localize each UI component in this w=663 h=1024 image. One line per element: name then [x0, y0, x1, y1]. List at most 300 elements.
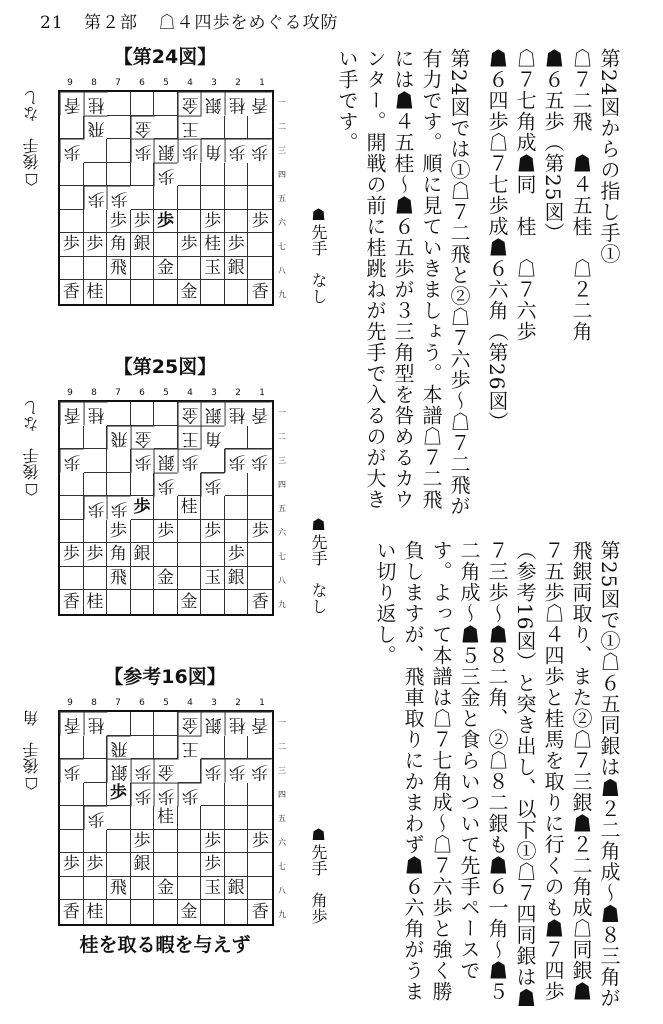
board-square — [201, 590, 225, 614]
rank-number: 三 — [278, 765, 286, 775]
board-square — [248, 233, 272, 257]
rank-number: 三 — [278, 455, 286, 465]
rank-number: 七 — [278, 861, 286, 871]
board-square — [84, 736, 108, 760]
rank-number: 六 — [278, 837, 286, 847]
file-labels — [58, 388, 274, 398]
sente-piece: 歩 — [84, 543, 108, 567]
rank-number: 九 — [278, 289, 286, 299]
board-square — [60, 186, 84, 210]
gote-piece: 飛 — [107, 736, 131, 760]
sente-piece: 歩 — [225, 233, 249, 257]
sente-piece: 金 — [154, 567, 178, 591]
file-number: 3 — [211, 388, 217, 398]
board-square — [201, 496, 225, 520]
board-square — [178, 520, 202, 544]
file-number: 1 — [259, 698, 265, 708]
board-square — [225, 496, 249, 520]
file-number: 6 — [139, 698, 145, 708]
rank-number: 九 — [278, 599, 286, 609]
board-square — [107, 900, 131, 924]
gote-piece: 歩 — [84, 806, 108, 830]
board-square — [154, 590, 178, 614]
board-square — [107, 139, 131, 163]
rank-number: 八 — [278, 575, 286, 585]
diagram-title: 【参考16図】 — [104, 666, 226, 688]
rank-number: 二 — [278, 121, 286, 131]
sente-piece: 歩 — [178, 233, 202, 257]
gote-piece: 歩 — [201, 473, 225, 497]
move-line: ☖７二飛 ☗４五桂 ☖２二角 — [569, 48, 593, 342]
diagram-title: 【第25図】 — [113, 356, 217, 378]
sente-piece: 歩 — [154, 210, 178, 234]
board-square — [201, 736, 225, 760]
rank-number: 四 — [278, 169, 286, 179]
gote-piece: 銀 — [201, 402, 225, 426]
gote-piece: 歩 — [178, 139, 202, 163]
rank-number: 二 — [278, 741, 286, 751]
gote-piece: 歩 — [60, 759, 84, 783]
gote-piece: 歩 — [131, 783, 155, 807]
gote-piece: 歩 — [225, 449, 249, 473]
gote-piece: 角 — [201, 426, 225, 450]
gote-hand: ☖後手 なし — [22, 400, 41, 499]
board-square — [178, 210, 202, 234]
board-square — [131, 402, 155, 426]
board-square — [131, 92, 155, 116]
rank-number: 一 — [278, 97, 286, 107]
gote-piece: 桂 — [84, 402, 108, 426]
sente-piece: 玉 — [201, 567, 225, 591]
file-number: 1 — [259, 78, 265, 88]
board-square — [60, 496, 84, 520]
rank-number: 六 — [278, 527, 286, 537]
rank-number: 八 — [278, 265, 286, 275]
file-number: 2 — [235, 78, 241, 88]
sente-piece: 歩 — [131, 830, 155, 854]
board-square — [131, 257, 155, 281]
board-square — [225, 473, 249, 497]
gote-piece: 歩 — [248, 759, 272, 783]
rank-number: 七 — [278, 241, 286, 251]
page-number: 21 — [40, 13, 64, 33]
sente-piece: 玉 — [201, 877, 225, 901]
commentary-24 — [331, 48, 473, 518]
board-square — [131, 473, 155, 497]
sente-piece: 金 — [154, 257, 178, 281]
sente-piece: 桂 — [84, 590, 108, 614]
sente-piece: 歩 — [107, 520, 131, 544]
sente-piece: 歩 — [60, 233, 84, 257]
file-number: 9 — [67, 388, 73, 398]
gote-piece: 歩 — [131, 449, 155, 473]
gote-piece: 歩 — [131, 139, 155, 163]
file-number: 5 — [163, 388, 169, 398]
rank-number: 四 — [278, 479, 286, 489]
sente-piece: 歩 — [225, 543, 249, 567]
diagram-caption: 桂を取る暇を与えず — [79, 934, 251, 956]
board-square — [60, 520, 84, 544]
board-square — [84, 257, 108, 281]
board-square — [225, 590, 249, 614]
board-square — [225, 186, 249, 210]
board-square — [225, 116, 249, 140]
file-number: 6 — [139, 78, 145, 88]
board-square — [178, 257, 202, 281]
file-number: 8 — [91, 388, 97, 398]
gote-piece: 金 — [178, 712, 202, 736]
board-square — [225, 830, 249, 854]
sente-piece: 香 — [60, 900, 84, 924]
gote-piece: 歩 — [107, 496, 131, 520]
sente-piece: 金 — [154, 877, 178, 901]
sente-piece: 桂 — [84, 280, 108, 304]
sente-piece: 銀 — [131, 853, 155, 877]
board-square — [201, 280, 225, 304]
board-square — [225, 900, 249, 924]
sente-piece: 金 — [178, 280, 202, 304]
paragraph: 第24図では①☖７二飛と②☖７六歩～☖７二飛が有力です。順に見ていきましょう。本譜☖７二飛には☗４五桂～☗６五歩が３三角型を咎めるカウンター。開戦の前に桂跳ねが先手で入るのが大きい手です。 — [335, 48, 471, 517]
gote-piece: 金 — [131, 426, 155, 450]
gote-hand: ☖後手 なし — [22, 90, 41, 189]
move-line: ☗６四歩☖７七歩成☗６六角（第26図） — [485, 48, 509, 433]
board-square — [131, 163, 155, 187]
gote-piece: 金 — [131, 116, 155, 140]
gote-piece: 銀 — [201, 92, 225, 116]
page-header — [40, 8, 338, 33]
board-square — [84, 473, 108, 497]
file-number: 4 — [187, 698, 193, 708]
gote-piece: 香 — [60, 92, 84, 116]
file-number: 9 — [67, 78, 73, 88]
board-square — [178, 186, 202, 210]
board-square — [248, 736, 272, 760]
board-square — [107, 163, 131, 187]
sente-piece: 香 — [251, 591, 269, 612]
file-labels — [58, 698, 274, 708]
board-square — [131, 712, 155, 736]
commentary-25 — [331, 540, 623, 1010]
board-square — [178, 163, 202, 187]
gote-piece: 桂 — [225, 92, 249, 116]
rank-number: 七 — [278, 551, 286, 561]
board-square — [107, 853, 131, 877]
file-number: 7 — [115, 698, 121, 708]
sente-piece: 歩 — [248, 830, 272, 854]
rank-number: 五 — [278, 503, 286, 513]
gote-piece: 桂 — [84, 712, 108, 736]
file-number: 2 — [235, 388, 241, 398]
board-square — [84, 139, 108, 163]
file-number: 6 — [139, 388, 145, 398]
gote-piece: 金 — [154, 759, 178, 783]
board-square — [84, 163, 108, 187]
file-number: 3 — [211, 78, 217, 88]
board-square — [131, 567, 155, 591]
board-square — [248, 496, 272, 520]
board-square — [107, 92, 131, 116]
gote-piece: 歩 — [84, 496, 108, 520]
rank-labels — [278, 710, 292, 926]
chapter-title: ☖４四歩をめぐる攻防 — [158, 13, 339, 33]
board-square — [60, 830, 84, 854]
gote-piece: 飛 — [84, 116, 108, 140]
sente-piece: 飛 — [107, 257, 131, 281]
file-labels — [58, 78, 274, 88]
board-square — [154, 736, 178, 760]
board-square — [201, 543, 225, 567]
board-square — [131, 590, 155, 614]
board-square — [178, 567, 202, 591]
sente-piece: 桂 — [154, 806, 178, 830]
rank-number: 八 — [278, 885, 286, 895]
board-square — [225, 806, 249, 830]
board-square — [154, 426, 178, 450]
file-number: 5 — [163, 78, 169, 88]
gote-piece: 香 — [248, 402, 272, 426]
board-square — [107, 473, 131, 497]
board-square — [107, 590, 131, 614]
file-number: 9 — [67, 698, 73, 708]
board-square — [60, 877, 84, 901]
board-square — [107, 806, 131, 830]
board-square — [201, 783, 225, 807]
sente-piece: 歩 — [248, 520, 272, 544]
board-square — [178, 853, 202, 877]
gote-piece: 銀 — [201, 712, 225, 736]
rank-number: 四 — [278, 789, 286, 799]
sente-piece: 銀 — [225, 877, 249, 901]
sente-hand: ☗先手 なし — [309, 515, 328, 614]
board-square — [154, 496, 178, 520]
board-square — [84, 210, 108, 234]
board-square — [154, 830, 178, 854]
sente-piece: 歩 — [201, 210, 225, 234]
board-square — [131, 280, 155, 304]
rank-number: 六 — [278, 217, 286, 227]
sente-piece: 歩 — [107, 210, 131, 234]
sente-piece: 銀 — [225, 257, 249, 281]
sente-piece: 歩 — [84, 853, 108, 877]
gote-piece: 香 — [248, 92, 272, 116]
gote-piece: 香 — [248, 712, 272, 736]
sente-piece: 銀 — [225, 567, 249, 591]
board-square — [248, 426, 272, 450]
board-square — [225, 280, 249, 304]
gote-piece: 金 — [178, 402, 202, 426]
sente-piece: 飛 — [107, 877, 131, 901]
sente-piece: 歩 — [201, 853, 225, 877]
board-square — [178, 830, 202, 854]
sente-piece: 歩 — [60, 853, 84, 877]
gote-piece: 歩 — [201, 759, 225, 783]
board-square — [131, 877, 155, 901]
board-square — [201, 163, 225, 187]
file-number: 7 — [115, 388, 121, 398]
board-square — [60, 163, 84, 187]
rank-number: 九 — [278, 909, 286, 919]
board-square — [248, 473, 272, 497]
gote-hand: ☖後手 角 — [22, 710, 41, 793]
gote-piece: 歩 — [60, 449, 84, 473]
board-square — [225, 520, 249, 544]
board-square — [107, 116, 131, 140]
board-square — [248, 806, 272, 830]
gote-piece: 歩 — [225, 139, 249, 163]
board-square — [154, 402, 178, 426]
board-square — [201, 186, 225, 210]
sente-piece: 香 — [251, 281, 269, 302]
sente-piece: 香 — [251, 901, 269, 922]
board-square — [154, 280, 178, 304]
board-square — [131, 186, 155, 210]
board-square — [131, 736, 155, 760]
gote-piece: 歩 — [248, 449, 272, 473]
move-line: ☗６五歩（第25図） — [541, 48, 565, 244]
sente-piece: 歩 — [84, 233, 108, 257]
gote-piece: 桂 — [225, 712, 249, 736]
board-square — [154, 116, 178, 140]
board-square — [107, 402, 131, 426]
file-number: 8 — [91, 698, 97, 708]
sente-piece: 金 — [178, 900, 202, 924]
sente-piece: 歩 — [131, 210, 155, 234]
gote-piece: 王 — [178, 426, 202, 450]
sente-piece: 歩 — [248, 210, 272, 234]
sente-piece: 角 — [107, 233, 131, 257]
board-square — [201, 449, 225, 473]
gote-piece: 歩 — [131, 759, 155, 783]
board-square — [107, 280, 131, 304]
sente-piece: 桂 — [201, 233, 225, 257]
file-number: 7 — [115, 78, 121, 88]
board-square — [60, 116, 84, 140]
board-square — [84, 877, 108, 901]
board-square — [154, 853, 178, 877]
board-square — [201, 116, 225, 140]
board-square — [60, 257, 84, 281]
board-square — [201, 806, 225, 830]
board-square — [84, 449, 108, 473]
gote-piece: 歩 — [178, 449, 202, 473]
board-square — [225, 163, 249, 187]
file-number: 2 — [235, 698, 241, 708]
paragraph: 第25図で①☖６五同銀は☗２二角成～☗８三角が飛銀両取り、また②☖７三銀☗２二角成☖同銀☗７五歩☖４四歩と桂馬を取りに行くのも☗７四歩（参考16図）と突き出し、以下①☖７四同銀は☗７三歩～☗８二角、②☖８二銀も☗６一角～☗５二角成～☗５三金と食らいついて先手ペースです。よって本譜は☖７七角成～☖７六歩と強く勝負しますが、飛車取りにかまわず☗６六角がうまい切り返し。 — [373, 540, 621, 1009]
rank-labels — [278, 90, 292, 306]
shogi-board — [58, 90, 274, 306]
sente-piece: 香 — [60, 590, 84, 614]
board-square — [84, 783, 108, 807]
gote-piece: 金 — [178, 92, 202, 116]
board-square — [248, 116, 272, 140]
board-square — [248, 257, 272, 281]
sente-hand: ☗先手 角歩 — [309, 825, 328, 924]
gote-piece: 歩 — [154, 163, 178, 187]
sente-piece: 金 — [178, 590, 202, 614]
board-square — [248, 163, 272, 187]
board-square — [201, 900, 225, 924]
gote-piece: 歩 — [60, 139, 84, 163]
board-square — [84, 426, 108, 450]
diagram-title: 【第24図】 — [113, 46, 217, 68]
file-number: 4 — [187, 78, 193, 88]
gote-piece: 桂 — [225, 402, 249, 426]
sente-piece: 角 — [107, 543, 131, 567]
sente-piece: 銀 — [131, 543, 155, 567]
board-square — [248, 543, 272, 567]
gote-piece: 桂 — [84, 92, 108, 116]
board-square — [84, 759, 108, 783]
gote-piece: 歩 — [154, 473, 178, 497]
board-square — [248, 877, 272, 901]
board-square — [225, 736, 249, 760]
board-square — [178, 473, 202, 497]
gote-piece: 飛 — [107, 426, 131, 450]
board-square — [107, 712, 131, 736]
file-number: 8 — [91, 78, 97, 88]
board-square — [248, 853, 272, 877]
board-square — [248, 186, 272, 210]
board-square — [60, 736, 84, 760]
file-number: 5 — [163, 698, 169, 708]
board-square — [178, 759, 202, 783]
board-square — [248, 567, 272, 591]
board-square — [60, 473, 84, 497]
sente-piece: 玉 — [201, 257, 225, 281]
board-square — [154, 233, 178, 257]
board-square — [225, 853, 249, 877]
board-square — [154, 92, 178, 116]
shogi-board — [58, 710, 274, 926]
sente-piece: 桂 — [84, 900, 108, 924]
board-square — [178, 806, 202, 830]
board-square — [248, 783, 272, 807]
sente-piece: 銀 — [131, 233, 155, 257]
gote-piece: 歩 — [107, 186, 131, 210]
board-square — [60, 567, 84, 591]
board-square — [178, 543, 202, 567]
sente-piece: 歩 — [201, 520, 225, 544]
board-square — [225, 426, 249, 450]
board-square — [154, 186, 178, 210]
part-label: 第２部 — [84, 13, 139, 33]
board-square — [225, 210, 249, 234]
rank-number: 五 — [278, 193, 286, 203]
board-square — [84, 830, 108, 854]
shogi-board — [58, 400, 274, 616]
gote-piece: 歩 — [248, 139, 272, 163]
sente-piece: 香 — [60, 280, 84, 304]
sente-hand: ☗先手 なし — [309, 205, 328, 304]
file-number: 4 — [187, 388, 193, 398]
file-number: 3 — [211, 698, 217, 708]
board-square — [60, 783, 84, 807]
board-square — [60, 210, 84, 234]
sente-piece: 飛 — [107, 567, 131, 591]
board-square — [154, 543, 178, 567]
board-square — [84, 520, 108, 544]
gote-piece: 銀 — [154, 449, 178, 473]
move-list — [483, 48, 623, 518]
move-line: 第24図からの指し手① — [597, 48, 621, 265]
board-square — [60, 426, 84, 450]
gote-piece: 歩 — [84, 186, 108, 210]
gote-piece: 銀 — [154, 139, 178, 163]
board-square — [225, 783, 249, 807]
board-square — [154, 900, 178, 924]
sente-piece: 歩 — [154, 520, 178, 544]
board-square — [131, 806, 155, 830]
